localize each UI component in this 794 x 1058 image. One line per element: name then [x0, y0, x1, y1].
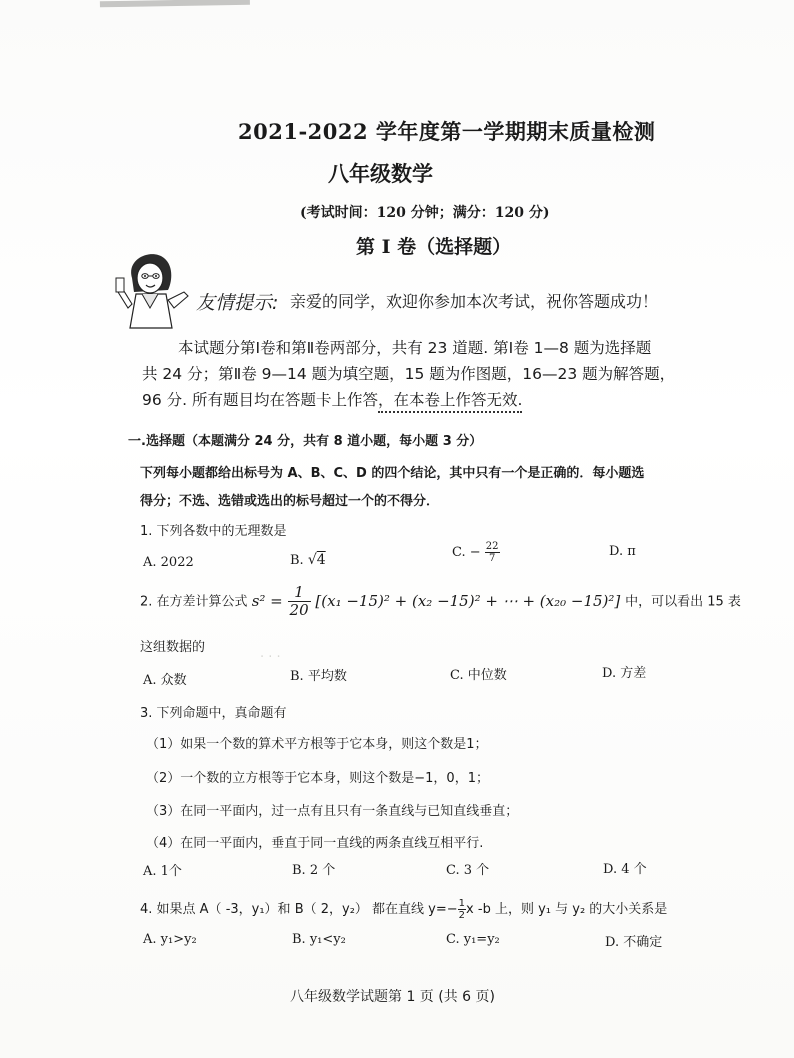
exam-info: (考试时间：120 分钟；满分：120 分) — [300, 205, 550, 221]
intro-line-3 — [142, 388, 522, 410]
q3-statement-2: （2）一个数的立方根等于它本身，则这个数是−1，0，1； — [146, 771, 489, 786]
formula-numerator: 1 — [288, 584, 311, 602]
variance-formula — [251, 583, 625, 619]
q2-stem-line-1 — [140, 584, 741, 619]
q4-option-a: A. y₁>y₂ — [143, 932, 197, 947]
q3-option-a: A. 1个 — [143, 864, 182, 879]
q4-option-b: B. y₁<y₂ — [292, 932, 346, 947]
section-1-heading: 一.选择题（本题满分 24 分，共有 8 道小题，每小题 3 分） — [128, 434, 483, 449]
page-footer: 八年级数学试题第 1 页 (共 6 页) — [290, 989, 495, 1005]
q2-stem-suffix: 中，可以看出 15 表 — [625, 594, 741, 610]
q1-option-b-prefix: B. — [290, 553, 304, 568]
q1-option-a: A. 2022 — [143, 555, 194, 570]
q2-option-d: D. 方差 — [602, 666, 647, 681]
volume-title: 第 Ⅰ 卷（选择题） — [356, 236, 512, 258]
q1-stem: 1. 下列各数中的无理数是 — [140, 524, 287, 539]
q4-stem-prefix: 4. 如果点 A（ -3，y₁）和 B（ 2，y₂） 都在直线 y=− — [140, 902, 458, 917]
scan-corner-mark — [100, 0, 250, 17]
q1-option-b-radicand: 4 — [316, 552, 326, 568]
q1-option-c-denominator: 7 — [488, 553, 496, 564]
q1-option-c-numerator: 22 — [485, 541, 499, 552]
section-1-instruction-2: 得分；不选、选错或选出的标号超过一个的不得分． — [140, 494, 440, 509]
q4-frac-numerator: 1 — [458, 898, 466, 909]
q2-stem-prefix: 2. 在方差计算公式 — [140, 594, 248, 610]
section-1-instruction-1: 下列每小题都给出标号为 A、B、C、D 的四个结论，其中只有一个是正确的．每小题选 — [140, 466, 645, 481]
q1-option-c-prefix: C. − — [452, 545, 481, 560]
q4-option-c: C. y₁=y₂ — [446, 932, 500, 947]
intro-line-3-part-b: ，在本卷上作答无效. — [378, 391, 522, 413]
exam-subject: 八年级数学 — [328, 161, 433, 186]
exam-title: 2021-2022 学年度第一学期期末质量检测 — [238, 119, 656, 144]
q3-statement-1: （1）如果一个数的算术平方根等于它本身，则这个数是1； — [146, 737, 488, 752]
formula-body: [(x₁ −15)² + (x₂ −15)² + ⋯ + (x₂₀ −15)²] — [315, 591, 621, 610]
formula-denominator: 20 — [289, 601, 309, 619]
q2-option-c: C. 中位数 — [450, 668, 507, 683]
intro-line-2: 共 24 分；第Ⅱ卷 9—14 题为填空题，15 题为作图题，16—23 题为解答题， — [142, 365, 676, 383]
q3-statement-4: （4）在同一平面内，垂直于同一直线的两条直线互相平行. — [146, 836, 484, 851]
q4-option-d: D. 不确定 — [605, 935, 663, 950]
teacher-cartoon-icon — [112, 248, 196, 330]
formula-lhs: s² = — [251, 591, 283, 610]
q3-option-b: B. 2 个 — [292, 863, 336, 878]
intro-line-1: 本试题分第Ⅰ卷和第Ⅱ卷两部分，共有 23 道题. 第Ⅰ卷 1—8 题为选择题 — [178, 339, 652, 357]
q3-option-c: C. 3 个 — [446, 863, 490, 878]
hint-text: 亲爱的同学，欢迎你参加本次考试，祝你答题成功！ — [290, 292, 659, 311]
q1-option-c — [452, 541, 500, 564]
q4-stem-suffix: x -b 上，则 y₁ 与 y₂ 的大小关系是 — [466, 902, 668, 917]
q2-stem-line-2: 这组数据的 — [140, 640, 206, 655]
scan-bleed-text: · · · — [260, 650, 281, 665]
q3-option-d: D. 4 个 — [603, 862, 647, 877]
q1-option-b: B. √4 — [290, 552, 326, 568]
q3-statement-3: （3）在同一平面内，过一点有且只有一条直线与已知直线垂直； — [146, 804, 519, 819]
q2-option-a: A. 众数 — [143, 673, 187, 688]
q4-frac-denominator: 2 — [458, 910, 466, 921]
q4-stem — [140, 898, 667, 921]
q1-option-d: D. π — [609, 544, 636, 559]
hint-label: 友情提示: — [196, 292, 279, 314]
intro-line-3-part-a: 96 分. 所有题目均在答题卡上作答 — [142, 391, 379, 409]
q2-option-b: B. 平均数 — [290, 669, 347, 684]
q3-stem: 3. 下列命题中，真命题有 — [140, 706, 287, 721]
